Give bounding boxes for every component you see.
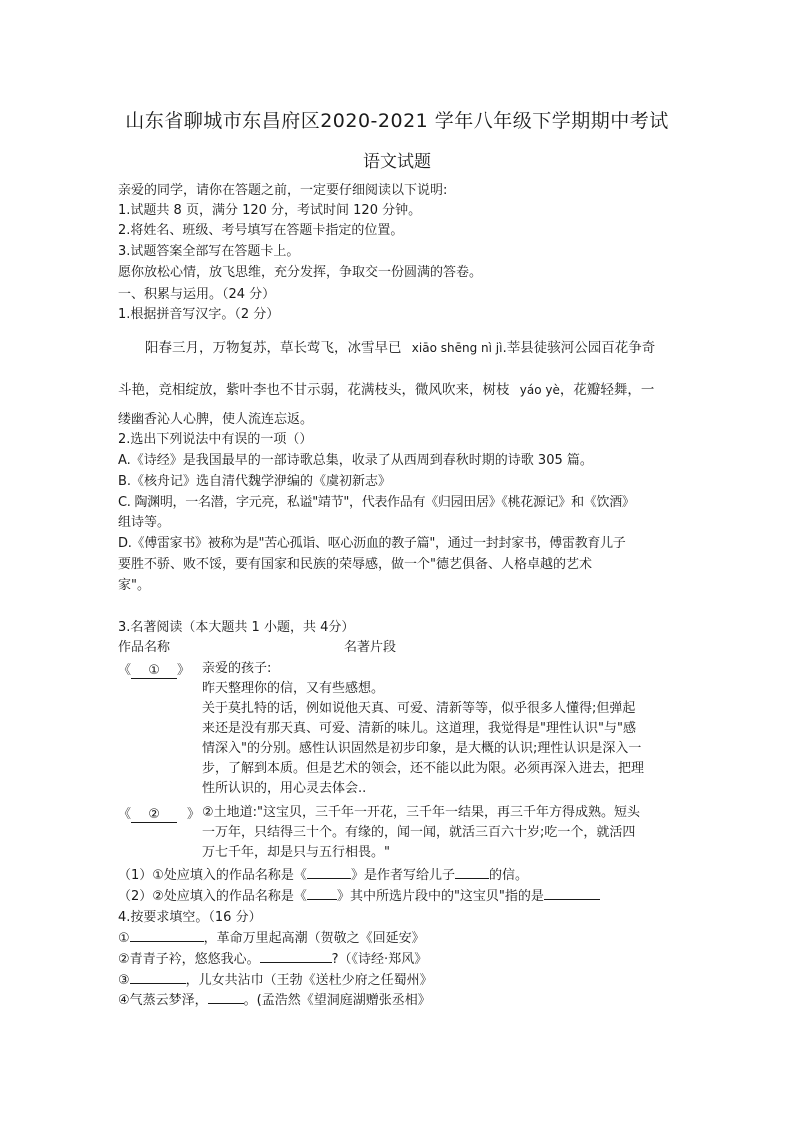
column-headers [118,638,688,658]
answer-blank[interactable] [455,878,489,879]
question-4-prompt: 4.按要求填空。（16 分） [118,910,262,925]
question-2-prompt: 2.选出下列说法中有误的一项（） [118,432,313,447]
excerpt-line: 步，了解到本质。但是艺术的领会，还不能以此为限。必须再深入进去，把理 [202,761,645,776]
answer-blank[interactable] [130,983,186,984]
question-1-line-1 [118,337,688,359]
instructions-intro: 亲爱的同学，请你在答题之前，一定要仔细阅读以下说明: [118,183,448,198]
work-title-blank-1 [118,659,190,679]
excerpt-line: ②土地道:"这宝贝，三千年一开花，三千年一结果，再三千年方得成熟。短头 [202,805,641,820]
sub-question-1 [118,866,688,886]
page-subtitle: 语文试题 [363,152,431,172]
fill-text: ②青青子衿，悠悠我心。 [118,952,260,967]
passage-text: .莘县徒骇河公园百花争奇 [502,340,656,356]
work-title-blank-2 [118,803,200,823]
answer-blank[interactable] [544,899,600,900]
bracket: 》 [187,807,201,822]
fill-line-4 [118,991,688,1011]
sub-question-text: 的信。 [488,868,528,883]
instruction-item: 3.试题答案全部写在答题卡上。 [118,244,300,259]
pinyin-hint: yáo yè [519,383,560,397]
instruction-item: 2.将姓名、班级、考号填写在答题卡指定的位置。 [118,223,404,238]
option-d: D.《傅雷家书》被称为是"苦心孤诣、呕心沥血的教子篇"，通过一封封家书，傅雷教育儿子 [118,536,626,551]
answer-blank[interactable] [260,962,332,963]
sub-question-text: （2）②处应填入的作品名称是《 [118,889,307,904]
fill-text: ③ [118,973,130,988]
page-title: 山东省聊城市东昌府区2020-2021 学年八年级下学期期中考试 [125,110,669,132]
fill-line-1 [118,929,688,949]
fill-text: ④气蒸云梦泽， [118,993,208,1008]
option-a: A.《诗经》是我国最早的一部诗歌总集，收录了从西周到春秋时期的诗歌 305 篇。 [118,453,593,468]
bracket: 《 [118,663,132,678]
excerpt-2 [202,803,688,863]
question-1-prompt: 1.根据拼音写汉字。（2 分） [118,307,280,322]
instruction-wish: 愿你放松心情，放飞思维，充分发挥，争取交一份圆满的答卷。 [118,265,483,280]
column-excerpt: 名著片段 [344,640,397,655]
excerpt-line: 昨天整理你的信，又有些感想。 [202,681,385,696]
passage-text: 斗艳，竞相绽放，紫叶李也不甘示弱，花满枝头，微风吹来，树枝 [118,382,510,398]
sub-question-text: （1）①处应填入的作品名称是《 [118,868,307,883]
fill-text: ，革命万里起高潮（贺敬之《回延安》 [203,931,425,946]
answer-blank[interactable] [130,941,204,942]
fill-text: ，儿女共沾巾（王勃《送杜少府之任蜀州》 [185,973,433,988]
excerpt-line: 亲爱的孩子: [202,661,272,676]
fill-text: ① [118,931,130,946]
blank-marker: ② [131,807,177,823]
bracket: 《 [118,807,132,822]
pinyin-hint: xiāo shēng nì jì [411,341,503,355]
question-3-prompt: 3.名著阅读（本大题共 1 小题，共 4分） [118,620,355,635]
excerpt-line: 性所认识的，用心灵去体会.. [202,781,367,796]
excerpt-line: 一万年，只结得三十个。有缘的，闻一闻，就活三百六十岁;吃一个，就活四 [202,825,636,840]
bracket: 》 [177,663,191,678]
excerpt-line: 关于莫扎特的话，例如说他天真、可爱、清新等等，似乎很多人懂得;但弹起 [202,701,636,716]
answer-blank[interactable] [307,899,337,900]
fill-line-3 [118,971,688,991]
option-c: C. 陶渊明，一名潜，字元亮，私谥"靖节"，代表作品有《归园田居》《桃花源记》和《饮酒》 [118,495,635,510]
sub-question-text: 》其中所选片段中的"这宝贝"指的是 [336,889,544,904]
option-d-cont: 家"。 [118,578,150,593]
fill-line-2 [118,950,688,970]
question-1-line-2 [118,379,688,401]
blank-marker: ① [131,663,177,679]
excerpt-line: 来还是没有那天真、可爱、清新的味儿。这道理，我觉得是"理性认识"与"感 [202,721,636,736]
option-c-cont: 组诗等。 [118,515,171,530]
excerpt-line: 万七千年，却是只与五行相畏。" [202,845,390,860]
option-b: B.《核舟记》选自清代魏学洢编的《虞初新志》 [118,474,392,489]
option-d-cont: 要胜不骄、败不馁，要有国家和民族的荣辱感，做一个"德艺俱备、人格卓越的艺术 [118,557,592,572]
answer-blank[interactable] [208,1003,244,1004]
passage-text: 阳春三月，万物复苏，草长莺飞，冰雪早已 [145,340,402,356]
passage-text: ，花瓣轻舞，一 [559,382,655,398]
excerpt-1 [202,659,688,799]
section-heading: 一、积累与运用。（24 分） [118,287,276,302]
question-1-line-3: 缕幽香沁人心脾，使人流连忘返。 [118,412,314,427]
instruction-item: 1.试题共 8 页，满分 120 分，考试时间 120 分钟。 [118,203,422,218]
column-work-title: 作品名称 [118,640,171,655]
excerpt-line: 情深入"的分别。感性认识固然是初步印象，是大概的认识;理性认识是深入一 [202,741,642,756]
fill-text: 。(孟浩然《望洞庭湖赠张丞相》 [243,993,431,1008]
answer-blank[interactable] [307,878,351,879]
sub-question-text: 》是作者写给儿子 [350,868,455,883]
sub-question-2 [118,887,688,907]
fill-text: ?（《诗经·郑风》 [331,952,428,967]
